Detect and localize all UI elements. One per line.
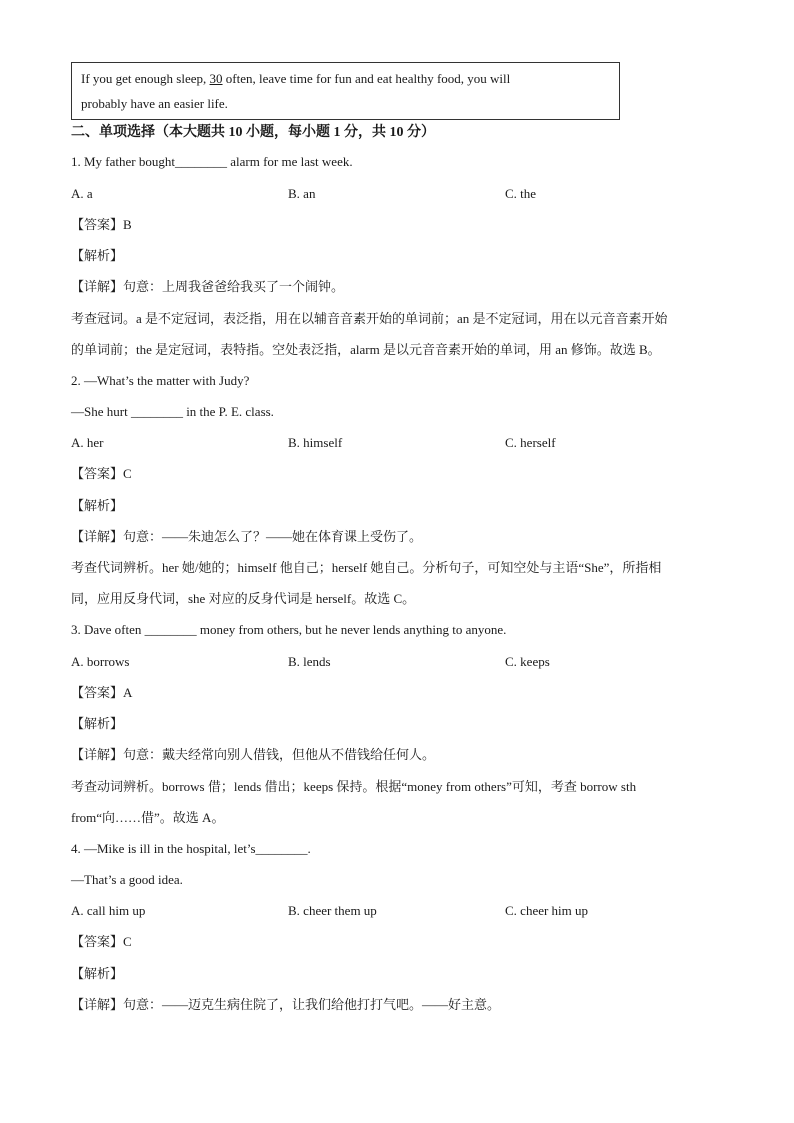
- passage-line-1-pre: If you get enough sleep,: [81, 71, 210, 86]
- question-4-answer: 【答案】C: [71, 934, 132, 949]
- question-4-stem-2: —That’s a good idea.: [71, 872, 183, 887]
- question-3-answer: 【答案】A: [71, 685, 133, 700]
- question-4-detail: 【详解】句意：——迈克生病住院了，让我们给他打打气吧。——好主意。: [71, 997, 501, 1012]
- question-2-stem-2: —She hurt ________ in the P. E. class.: [71, 404, 274, 419]
- question-2-explain-1: 考查代词辨析。her 她/她的；himself 他自己；herself 她自己。分析句子，可知空处与主语“She”，所指相: [71, 560, 662, 575]
- question-2-answer: 【答案】C: [71, 466, 132, 481]
- passage-line-1-post: often, leave time for fun and eat healthy food, you will: [222, 71, 511, 86]
- question-1-answer: 【答案】B: [71, 217, 132, 232]
- question-2-option-a: A. her: [71, 435, 104, 450]
- question-1-explain-1: 考查冠词。a 是不定冠词，表泛指，用在以辅音音素开始的单词前；an 是不定冠词，用在以元音音素开始: [71, 311, 668, 326]
- question-3-explain-2: from“向……借”。故选 A。: [71, 810, 225, 825]
- question-3-explain-1: 考查动词辨析。borrows 借；lends 借出；keeps 保持。根据“money from others”可知，考查 borrow sth: [71, 779, 637, 794]
- question-4-option-c: C. cheer him up: [505, 903, 589, 918]
- question-1-explain-2: 的单词前；the 是定冠词，表特指。空处表泛指，alarm 是以元音音素开始的单词，用 an 修饰。故选 B。: [71, 342, 661, 357]
- question-2-detail: 【详解】句意：——朱迪怎么了？——她在体育课上受伤了。: [71, 529, 423, 544]
- passage-line-1: [81, 70, 510, 88]
- question-4-stem-1: 4. —Mike is ill in the hospital, let’s________.: [71, 841, 311, 856]
- question-2-option-c: C. herself: [505, 435, 556, 450]
- blank-30: 30: [209, 71, 223, 86]
- question-3-option-a: A. borrows: [71, 654, 130, 669]
- question-2-analysis: 【解析】: [71, 498, 124, 513]
- section-heading: 二、单项选择（本大题共 10 小题，每小题 1 分，共 10 分）: [71, 125, 435, 140]
- question-2-stem-1: 2. —What’s the matter with Judy?: [71, 373, 250, 388]
- question-4-analysis: 【解析】: [71, 966, 124, 981]
- question-3-option-b: B. lends: [288, 654, 331, 669]
- question-2-option-b: B. himself: [288, 435, 343, 450]
- question-4-option-b: B. cheer them up: [288, 903, 377, 918]
- question-3-option-c: C. keeps: [505, 654, 550, 669]
- question-1-detail: 【详解】句意：上周我爸爸给我买了一个闹钟。: [71, 279, 345, 294]
- passage-line-2: probably have an easier life.: [81, 96, 228, 111]
- question-1-stem: 1. My father bought________ alarm for me last week.: [71, 154, 353, 169]
- question-1-option-a: A. a: [71, 186, 93, 201]
- question-1-option-c: C. the: [505, 186, 537, 201]
- question-2-explain-2: 同，应用反身代词，she 对应的反身代词是 herself。故选 C。: [71, 591, 416, 606]
- question-1-option-b: B. an: [288, 186, 316, 201]
- question-3-analysis: 【解析】: [71, 716, 124, 731]
- question-3-detail: 【详解】句意：戴夫经常向别人借钱，但他从不借钱给任何人。: [71, 747, 436, 762]
- question-4-option-a: A. call him up: [71, 903, 146, 918]
- question-3-stem: 3. Dave often ________ money from others, but he never lends anything to anyone.: [71, 622, 507, 637]
- question-1-analysis: 【解析】: [71, 248, 124, 263]
